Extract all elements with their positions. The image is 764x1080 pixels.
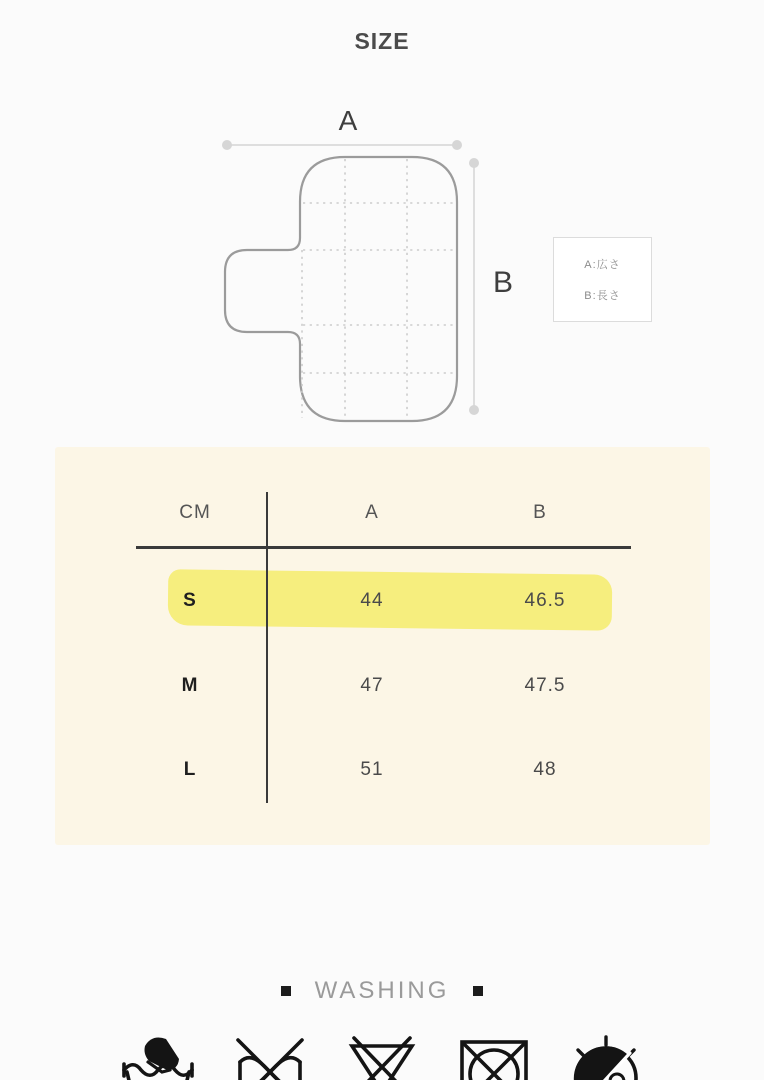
- washing-title: WASHING: [314, 977, 450, 1004]
- legend-line-width: A:広さ: [584, 259, 621, 271]
- product-outline: [225, 157, 457, 421]
- value-b: 46.5: [524, 590, 566, 611]
- quilt-gridlines: [302, 159, 455, 419]
- value-a: 44: [360, 590, 384, 611]
- column-header-b: B: [533, 502, 547, 523]
- length-label: B: [492, 266, 514, 299]
- laundry-icons-row: [0, 1032, 764, 1080]
- table-divider-vertical: [266, 492, 268, 803]
- column-header-unit: CM: [179, 502, 211, 523]
- width-dimension-line: [222, 140, 462, 150]
- do-not-bleach-icon: [342, 1032, 422, 1080]
- size-label: S: [183, 590, 197, 611]
- size-table-panel: [55, 447, 710, 845]
- value-a: 47: [360, 675, 384, 696]
- do-not-wring-icon: [230, 1032, 310, 1080]
- length-dimension-line: [469, 158, 479, 415]
- table-divider-horizontal: [136, 546, 631, 549]
- bullet-square-icon: [281, 986, 291, 996]
- value-b: 48: [533, 759, 557, 780]
- washing-heading: [0, 977, 764, 1005]
- legend-box: [553, 237, 652, 322]
- legend-line-length: B:長さ: [584, 290, 621, 302]
- do-not-tumble-dry-icon: [454, 1032, 534, 1080]
- page-title: SIZE: [354, 28, 410, 54]
- value-b: 47.5: [524, 675, 566, 696]
- value-a: 51: [360, 759, 384, 780]
- size-label: M: [181, 675, 199, 696]
- product-diagram: [200, 100, 540, 440]
- width-label: A: [338, 105, 358, 136]
- column-header-a: A: [365, 502, 379, 523]
- bullet-square-icon: [473, 986, 483, 996]
- do-not-dry-clean-icon: [566, 1032, 646, 1080]
- hand-wash-icon: [118, 1032, 198, 1080]
- size-label: L: [183, 759, 197, 780]
